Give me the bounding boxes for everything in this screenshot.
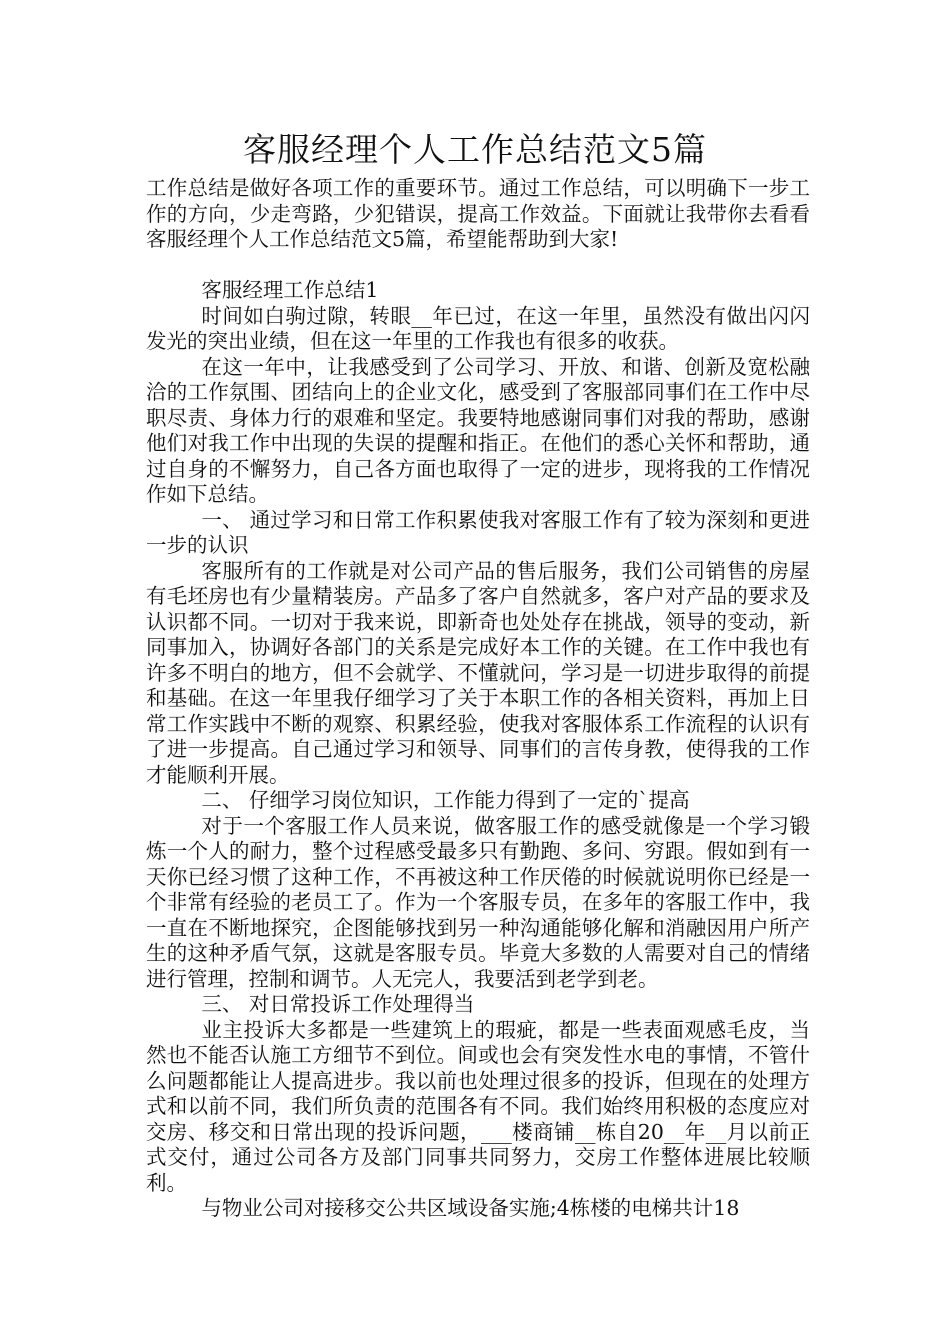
subheading-2: 二、 仔细学习岗位知识，工作能力得到了一定的`提高 [201, 788, 690, 812]
blank-line [146, 253, 810, 279]
paragraph-3: 客服所有的工作就是对公司产品的售后服务，我们公司销售的房屋有毛坯房也有少量精装房。产品多了客户自然就多，客户对产品的要求及认识都不同。一切对于我来说，即新奇也处处存在挑战，领导的变动，新同事加入，协调好各部门的关系是完成好本工作的关键。在工作中我也有许多不明白的地方，但不会就学、不懂就问，学习是一切进步取得的前提和基础。在这一年里我仔细学习了关于本职工作的各相关资料，再加上日常工作实践中不断的观察、积累经验，使我对客服体系工作流程的认识有了进一步提高。自己通过学习和领导、同事们的言传身教，使得我的工作才能顺利开展。 [146, 558, 810, 787]
subheading-1: 一、 通过学习和日常工作积累使我对客服工作有了较为深刻和更进一步的认识 [146, 507, 810, 557]
intro-paragraph: 工作总结是做好各项工作的重要环节。通过工作总结，可以明确下一步工作的方向，少走弯路，少犯错误，提高工作效益。下面就让我带你去看看客服经理个人工作总结范文5篇，希望能帮助到大家! [146, 176, 810, 251]
paragraph-5: 业主投诉大多都是一些建筑上的瑕疵，都是一些表面观感毛皮，当然也不能否认施工方细节不到位。间或也会有突发性水电的事情，不管什么问题都能让人提高进步。我以前也处理过很多的投诉，但现在的处理方式和以前不同，我们所负责的范围各有不同。我们始终用积极的态度应对交房、移交和日常出现的投诉问题，___楼商铺__栋自20__年__月以前正式交付，通过公司各方及部门同事共同努力，交房工作整体进展比较顺利。 [146, 1017, 810, 1195]
document-body [146, 176, 810, 1222]
paragraph-2: 在这一年中，让我感受到了公司学习、开放、和谐、创新及宽松融洽的工作氛围、团结向上的企业文化，感受到了客服部同事们在工作中尽职尽责、身体力行的艰难和坚定。我要特地感谢同事们对我的帮助，感谢他们对我工作中出现的失误的提醒和指正。在他们的悉心关怀和帮助，通过自身的不懈努力，自己各方面也取得了一定的进步，现将我的工作情况作如下总结。 [146, 354, 810, 506]
paragraph-4: 对于一个客服工作人员来说，做客服工作的感受就像是一个学习锻炼一个人的耐力，整个过程感受最多只有勤跑、多问、穷跟。假如到有一天你已经习惯了这种工作，不再被这种工作厌倦的时候就说明你已经是一个非常有经验的老员工了。作为一个客服专员，在多年的客服工作中，我一直在不断地探究，企图能够找到另一种沟通能够化解和消融因用户所产生的这种矛盾气氛，这就是客服专员。毕竟大多数的人需要对自己的情绪进行管理，控制和调节。人无完人，我要活到老学到老。 [146, 813, 810, 991]
document-title: 客服经理个人工作总结范文5篇 [243, 130, 707, 169]
section-heading: 客服经理工作总结1 [201, 278, 379, 302]
paragraph-1: 时间如白驹过隙，转眼__年已过，在这一年里，虽然没有做出闪闪发光的突出业绩，但在这一年里的工作我也有很多的收获。 [146, 303, 810, 353]
paragraph-6: 与物业公司对接移交公共区域设备实施;4栋楼的电梯共计18 [201, 1196, 740, 1220]
subheading-3: 三、 对日常投诉工作处理得当 [201, 992, 475, 1016]
